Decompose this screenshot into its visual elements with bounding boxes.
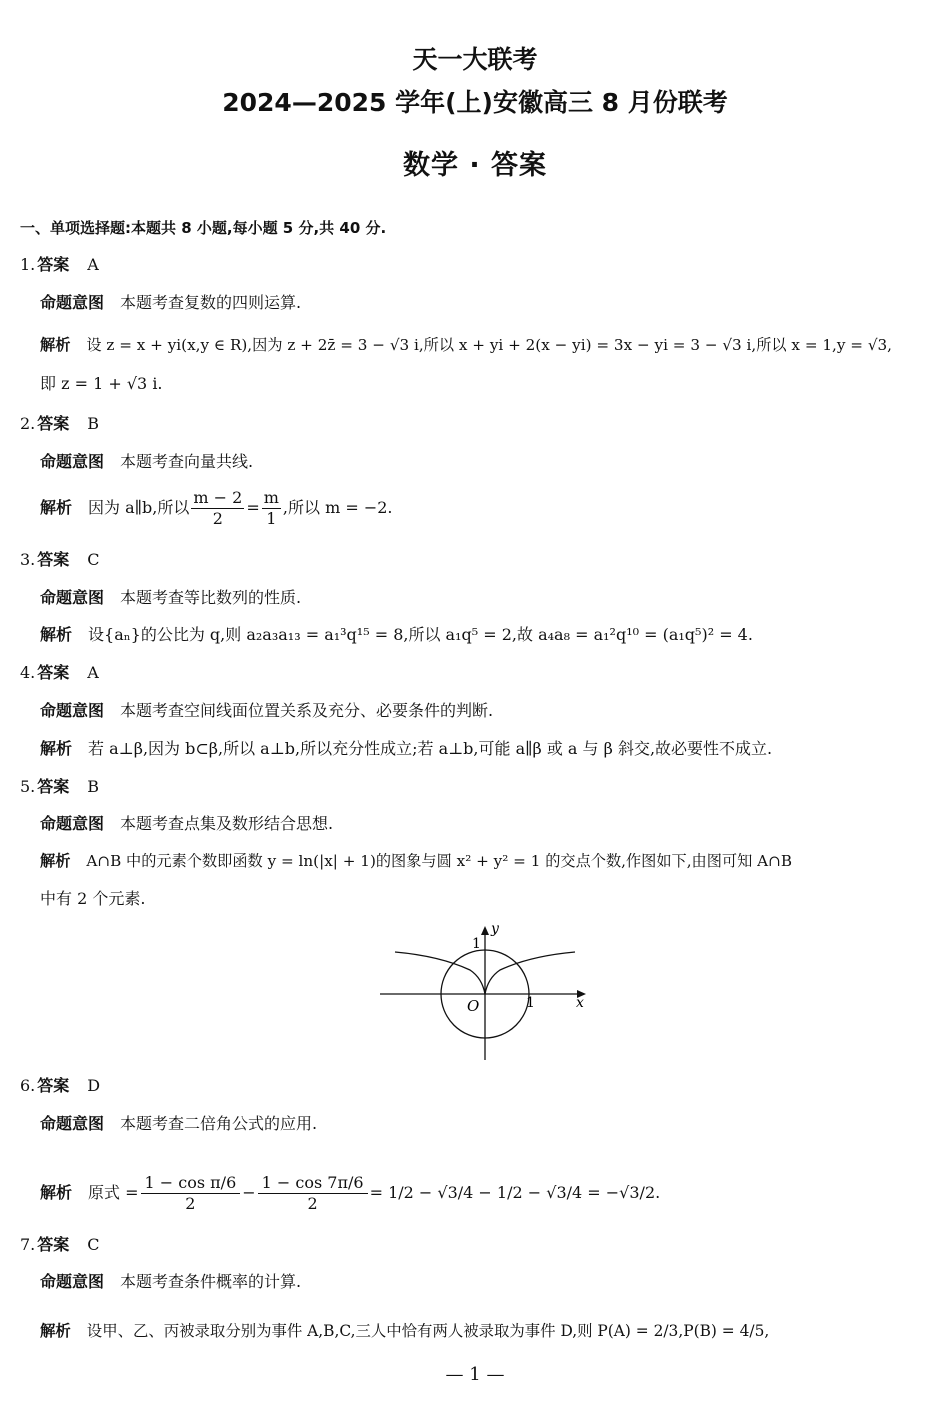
y-axis-arrow <box>481 926 489 935</box>
q6-fb-num: 1 − cos 7π/6 <box>258 1173 368 1194</box>
q7-analysis: 设甲、乙、丙被录取分别为事件 A,B,C,三人中恰有两人被录取为事件 D,则 P(A) = 2/3,P(B) = 4/5, <box>86 1322 770 1340</box>
q1-analysis-line <box>40 334 892 356</box>
q7-answer-line <box>20 1234 100 1256</box>
q4-answer-line <box>20 662 99 684</box>
analysis-label: 解析 <box>40 625 73 644</box>
q1-analysis-1: 设 z = x + yi(x,y ∈ R),因为 z + 2z̄ = 3 − √3 i,所以 x + yi + 2(x − yi) = 3x − yi = 3 − √3 i,所以 x = 1,y = √3, <box>86 336 893 354</box>
q2-analysis-a: 因为 a∥b,所以 <box>88 498 190 517</box>
q2-f2-den: 1 <box>266 509 277 528</box>
q6-answer-line <box>20 1075 100 1097</box>
org-title: 天一大联考 <box>412 45 538 74</box>
answer-label: 答案 <box>37 1235 70 1254</box>
analysis-label: 解析 <box>40 852 71 870</box>
x-one-label: 1 <box>526 995 535 1011</box>
q1-answer-line <box>20 254 99 276</box>
analysis-label: 解析 <box>40 739 73 758</box>
q1-number: 1. <box>20 255 36 274</box>
q5-answer: B <box>87 777 100 796</box>
q3-analysis: 设{aₙ}的公比为 q,则 a₂a₃a₁₃ = a₁³q¹⁵ = 8,所以 a₁q⁵ = 2,故 a₄a₈ = a₁²q¹⁰ = (a₁q⁵)² = 4. <box>88 625 753 644</box>
answer-label: 答案 <box>37 550 70 569</box>
q4-intent: 本题考查空间线面位置关系及充分、必要条件的判断. <box>120 701 494 720</box>
q4-answer: A <box>87 663 99 682</box>
intent-label: 命题意图 <box>40 293 105 312</box>
q2-f2-num: m <box>263 488 279 507</box>
q6-minus: − <box>242 1183 256 1202</box>
q7-answer: C <box>87 1235 100 1254</box>
q2-answer-line <box>20 413 99 435</box>
q7-analysis-line <box>40 1320 769 1342</box>
q2-f1-den: 2 <box>212 509 223 528</box>
q7-number: 7. <box>20 1235 36 1254</box>
q2-number: 2. <box>20 414 36 433</box>
q3-number: 3. <box>20 550 36 569</box>
answer-label: 答案 <box>37 255 70 274</box>
q4-analysis-line <box>40 738 772 760</box>
q6-fraction-a <box>141 1173 241 1214</box>
y-axis-label: y <box>491 921 499 937</box>
intent-label: 命题意图 <box>40 452 105 471</box>
q5-answer-line <box>20 776 99 798</box>
q2-f1-num: m − 2 <box>193 488 243 507</box>
q7-intent-line <box>40 1271 301 1293</box>
q6-intent: 本题考查二倍角公式的应用. <box>120 1114 318 1133</box>
q3-analysis-line <box>40 624 753 646</box>
page-number: — 1 — <box>445 1364 505 1385</box>
q1-intent: 本题考查复数的四则运算. <box>120 293 302 312</box>
answer-label: 答案 <box>37 777 70 796</box>
q2-answer: B <box>87 414 100 433</box>
intent-label: 命题意图 <box>40 1272 105 1291</box>
intent-label: 命题意图 <box>40 1114 105 1133</box>
q3-intent-line <box>40 587 301 609</box>
q6-intent-line <box>40 1113 317 1135</box>
y-one-label: 1 <box>472 936 481 952</box>
q2-fraction-1 <box>191 488 244 529</box>
q3-answer-line <box>20 549 100 571</box>
q1-answer: A <box>87 255 99 274</box>
q5-analysis-1: A∩B 中的元素个数即函数 y = ln(|x| + 1)的图象与圆 x² + y² = 1 的交点个数,作图如下,由图可知 A∩B <box>86 852 792 870</box>
q6-fa-num: 1 − cos π/6 <box>141 1173 241 1194</box>
q6-rest: = 1/2 − √3/4 − 1/2 − √3/4 = −√3/2. <box>369 1183 661 1202</box>
q6-fa-den: 2 <box>185 1194 196 1213</box>
q4-analysis: 若 a⊥β,因为 b⊂β,所以 a⊥b,所以充分性成立;若 a⊥b,可能 a∥β 或 a 与 β 斜交,故必要性不成立. <box>88 739 773 758</box>
q5-number: 5. <box>20 777 36 796</box>
q5-intent: 本题考查点集及数形结合思想. <box>120 814 334 833</box>
q2-intent: 本题考查向量共线. <box>120 452 254 471</box>
q2-eq: = <box>246 498 260 517</box>
section-heading: 一、单项选择题:本题共 8 小题,每小题 5 分,共 40 分. <box>20 219 387 237</box>
q5-analysis-cont: 中有 2 个元素. <box>40 889 146 908</box>
exam-title: 2024—2025 学年(上)安徽高三 8 月份联考 <box>222 88 728 117</box>
analysis-label: 解析 <box>40 498 73 517</box>
q4-intent-line <box>40 700 493 722</box>
ln-curve-left <box>395 952 485 994</box>
analysis-label: 解析 <box>40 336 71 354</box>
q3-intent: 本题考查等比数列的性质. <box>120 588 302 607</box>
q6-number: 6. <box>20 1076 36 1095</box>
q6-fraction-b <box>258 1173 368 1214</box>
intent-label: 命题意图 <box>40 588 105 607</box>
q6-lead: 原式 = <box>88 1183 139 1202</box>
answer-label: 答案 <box>37 1076 70 1095</box>
q4-number: 4. <box>20 663 36 682</box>
x-axis-label: x <box>576 995 584 1011</box>
analysis-label: 解析 <box>40 1183 73 1202</box>
origin-label: O <box>467 997 480 1015</box>
intent-label: 命题意图 <box>40 701 105 720</box>
q2-analysis-line <box>40 488 393 529</box>
q6-answer: D <box>87 1076 101 1095</box>
q1-intent-line <box>40 292 301 314</box>
subject-title: 数学 · 答案 <box>402 150 548 181</box>
answer-label: 答案 <box>37 663 70 682</box>
q5-analysis-line <box>40 850 792 872</box>
q2-intent-line <box>40 451 253 473</box>
analysis-label: 解析 <box>40 1322 71 1340</box>
q3-answer: C <box>87 550 100 569</box>
q6-fb-den: 2 <box>307 1194 318 1213</box>
ln-curve-right <box>485 952 575 994</box>
q5-figure <box>370 918 600 1063</box>
q2-analysis-b: ,所以 m = −2. <box>282 498 393 517</box>
intent-label: 命题意图 <box>40 814 105 833</box>
answer-label: 答案 <box>37 414 70 433</box>
q1-analysis-cont: 即 z = 1 + √3 i. <box>40 374 163 393</box>
q2-fraction-2 <box>262 488 281 529</box>
q7-intent: 本题考查条件概率的计算. <box>120 1272 302 1291</box>
q5-intent-line <box>40 813 333 835</box>
q6-analysis-line <box>40 1173 660 1214</box>
